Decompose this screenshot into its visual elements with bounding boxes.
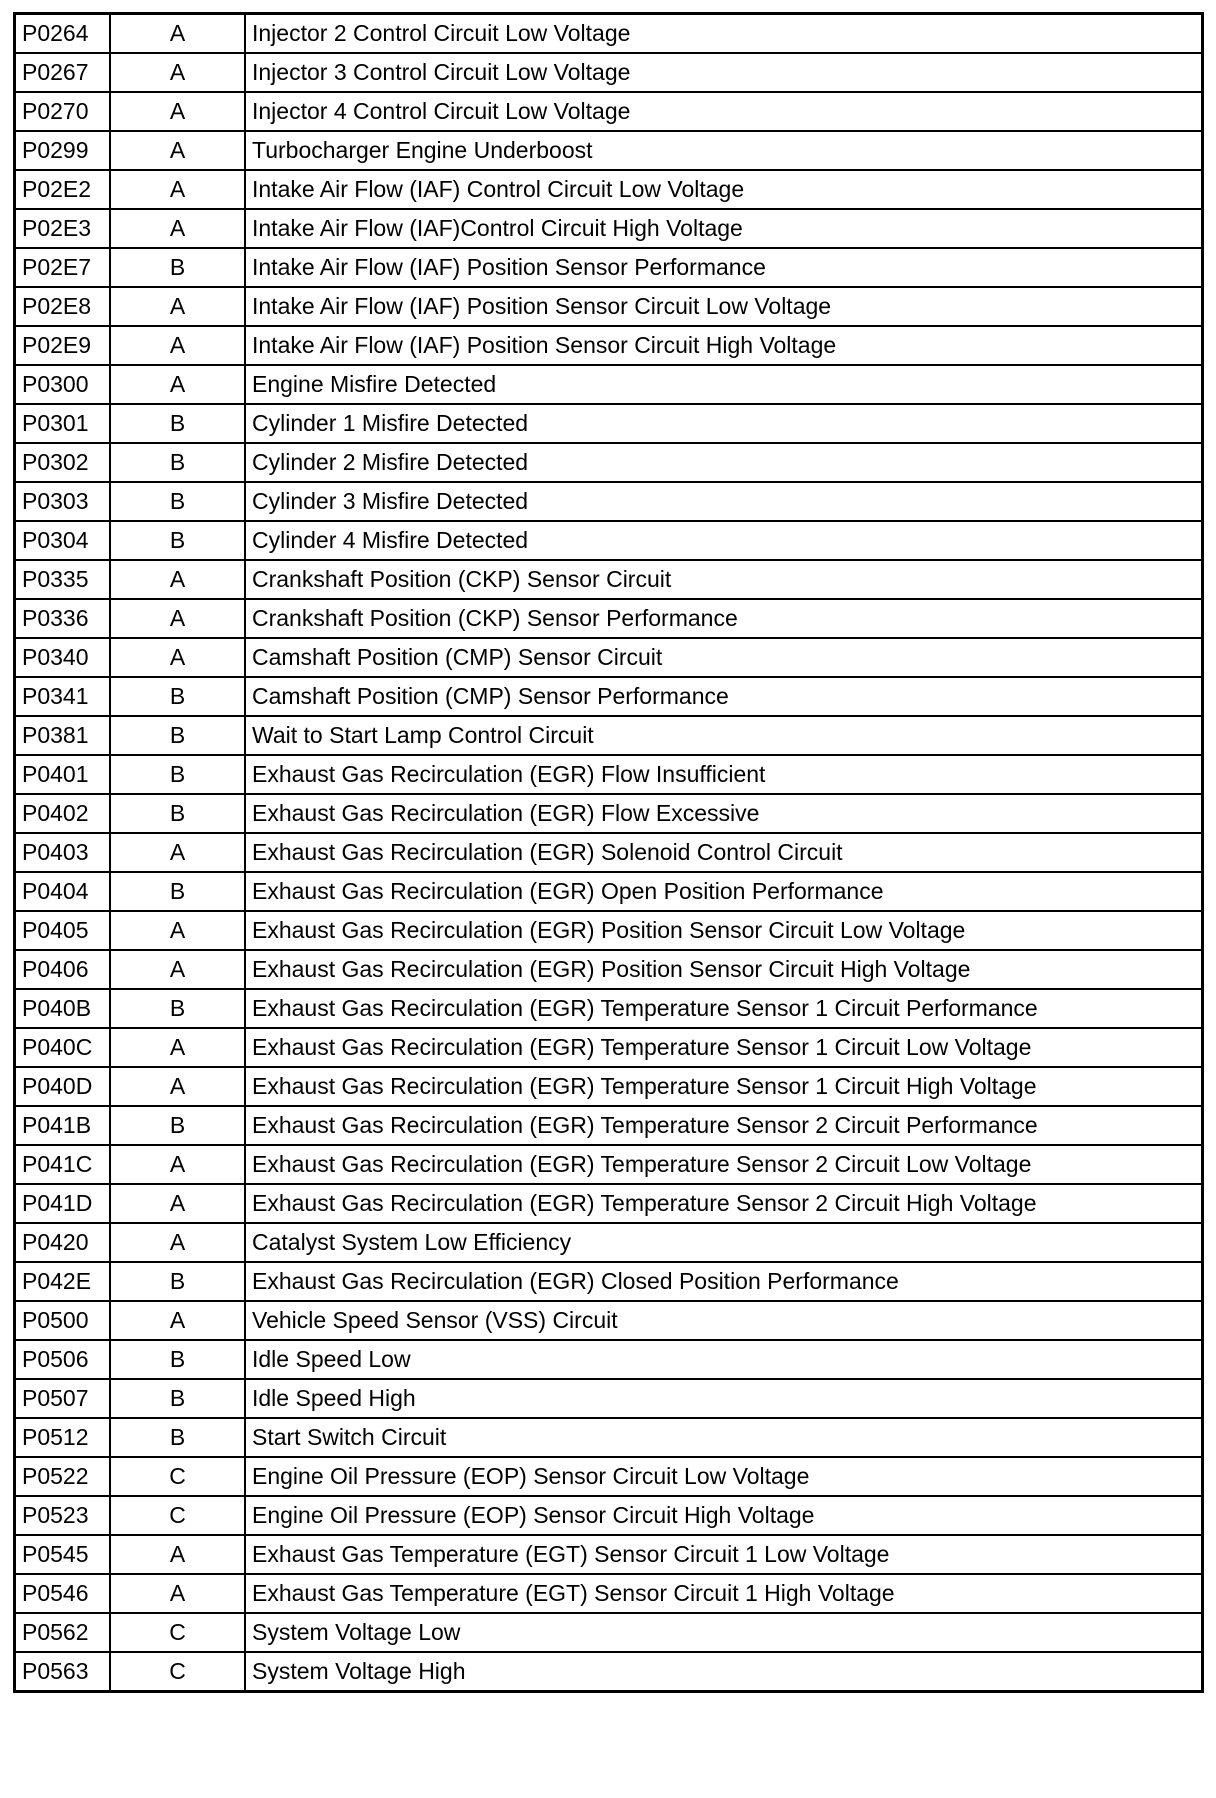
dtc-code-cell: P040D (15, 1067, 111, 1106)
table-row (15, 521, 1203, 560)
table-row (15, 1262, 1203, 1301)
dtc-code-cell: P0546 (15, 1574, 111, 1613)
dtc-description-cell: Exhaust Gas Temperature (EGT) Sensor Circuit 1 High Voltage (245, 1574, 1203, 1613)
table-row (15, 92, 1203, 131)
table-row (15, 677, 1203, 716)
dtc-description-cell: Intake Air Flow (IAF)Control Circuit High Voltage (245, 209, 1203, 248)
table-row (15, 170, 1203, 209)
dtc-code-cell: P02E2 (15, 170, 111, 209)
table-row (15, 833, 1203, 872)
dtc-description-cell: Camshaft Position (CMP) Sensor Circuit (245, 638, 1203, 677)
dtc-type-cell: A (110, 560, 245, 599)
dtc-type-cell: B (110, 872, 245, 911)
dtc-type-cell: A (110, 1574, 245, 1613)
dtc-type-cell: B (110, 1106, 245, 1145)
dtc-type-cell: A (110, 1184, 245, 1223)
dtc-description-cell: Wait to Start Lamp Control Circuit (245, 716, 1203, 755)
dtc-code-cell: P0562 (15, 1613, 111, 1652)
dtc-type-cell: A (110, 1067, 245, 1106)
dtc-code-cell: P0304 (15, 521, 111, 560)
dtc-description-cell: System Voltage Low (245, 1613, 1203, 1652)
dtc-code-cell: P02E8 (15, 287, 111, 326)
dtc-description-cell: Exhaust Gas Recirculation (EGR) Open Position Performance (245, 872, 1203, 911)
dtc-code-cell: P041D (15, 1184, 111, 1223)
dtc-description-cell: Exhaust Gas Temperature (EGT) Sensor Circuit 1 Low Voltage (245, 1535, 1203, 1574)
dtc-type-cell: B (110, 989, 245, 1028)
dtc-description-cell: Crankshaft Position (CKP) Sensor Circuit (245, 560, 1203, 599)
table-row (15, 1028, 1203, 1067)
dtc-description-cell: Injector 2 Control Circuit Low Voltage (245, 14, 1203, 54)
dtc-type-cell: A (110, 833, 245, 872)
dtc-description-cell: Camshaft Position (CMP) Sensor Performance (245, 677, 1203, 716)
table-row (15, 1535, 1203, 1574)
dtc-type-cell: A (110, 53, 245, 92)
dtc-description-cell: Crankshaft Position (CKP) Sensor Performance (245, 599, 1203, 638)
dtc-description-cell: Idle Speed Low (245, 1340, 1203, 1379)
dtc-code-cell: P0405 (15, 911, 111, 950)
dtc-code-cell: P0512 (15, 1418, 111, 1457)
dtc-code-cell: P0500 (15, 1301, 111, 1340)
dtc-description-cell: Turbocharger Engine Underboost (245, 131, 1203, 170)
dtc-description-cell: Exhaust Gas Recirculation (EGR) Flow Insufficient (245, 755, 1203, 794)
table-row (15, 209, 1203, 248)
dtc-description-cell: Injector 4 Control Circuit Low Voltage (245, 92, 1203, 131)
dtc-type-cell: C (110, 1457, 245, 1496)
dtc-code-cell: P0563 (15, 1652, 111, 1692)
table-row (15, 755, 1203, 794)
dtc-code-cell: P0403 (15, 833, 111, 872)
dtc-type-cell: A (110, 326, 245, 365)
table-row (15, 1145, 1203, 1184)
dtc-description-cell: Exhaust Gas Recirculation (EGR) Temperature Sensor 2 Circuit Low Voltage (245, 1145, 1203, 1184)
dtc-type-cell: C (110, 1496, 245, 1535)
table-row (15, 326, 1203, 365)
dtc-description-cell: Cylinder 2 Misfire Detected (245, 443, 1203, 482)
dtc-code-cell: P041C (15, 1145, 111, 1184)
dtc-type-cell: A (110, 1145, 245, 1184)
dtc-code-cell: P0545 (15, 1535, 111, 1574)
dtc-description-cell: Intake Air Flow (IAF) Position Sensor Circuit High Voltage (245, 326, 1203, 365)
dtc-type-cell: B (110, 1262, 245, 1301)
table-row (15, 287, 1203, 326)
dtc-code-cell: P02E9 (15, 326, 111, 365)
dtc-type-cell: B (110, 482, 245, 521)
dtc-description-cell: Engine Oil Pressure (EOP) Sensor Circuit Low Voltage (245, 1457, 1203, 1496)
dtc-code-cell: P0341 (15, 677, 111, 716)
dtc-code-cell: P0301 (15, 404, 111, 443)
dtc-type-cell: A (110, 92, 245, 131)
table-row (15, 248, 1203, 287)
table-row (15, 638, 1203, 677)
dtc-code-cell: P02E7 (15, 248, 111, 287)
table-row (15, 482, 1203, 521)
dtc-code-cell: P0264 (15, 14, 111, 54)
dtc-code-cell: P0406 (15, 950, 111, 989)
dtc-type-cell: B (110, 521, 245, 560)
dtc-code-cell: P0340 (15, 638, 111, 677)
dtc-description-cell: Injector 3 Control Circuit Low Voltage (245, 53, 1203, 92)
dtc-type-cell: B (110, 443, 245, 482)
dtc-description-cell: Engine Misfire Detected (245, 365, 1203, 404)
dtc-description-cell: Start Switch Circuit (245, 1418, 1203, 1457)
dtc-description-cell: Exhaust Gas Recirculation (EGR) Position Sensor Circuit Low Voltage (245, 911, 1203, 950)
table-row (15, 599, 1203, 638)
dtc-type-cell: A (110, 638, 245, 677)
table-row (15, 1613, 1203, 1652)
dtc-description-cell: Exhaust Gas Recirculation (EGR) Temperature Sensor 2 Circuit High Voltage (245, 1184, 1203, 1223)
dtc-code-cell: P042E (15, 1262, 111, 1301)
dtc-code-cell: P0303 (15, 482, 111, 521)
table-row (15, 950, 1203, 989)
dtc-code-cell: P0523 (15, 1496, 111, 1535)
table-row (15, 911, 1203, 950)
dtc-type-cell: B (110, 1379, 245, 1418)
dtc-description-cell: Exhaust Gas Recirculation (EGR) Solenoid Control Circuit (245, 833, 1203, 872)
dtc-code-cell: P0401 (15, 755, 111, 794)
dtc-type-cell: A (110, 14, 245, 54)
dtc-type-cell: C (110, 1613, 245, 1652)
table-row (15, 1496, 1203, 1535)
table-row (15, 404, 1203, 443)
dtc-code-cell: P0404 (15, 872, 111, 911)
dtc-code-cell: P0335 (15, 560, 111, 599)
table-row (15, 1106, 1203, 1145)
dtc-description-cell: Idle Speed High (245, 1379, 1203, 1418)
dtc-code-cell: P041B (15, 1106, 111, 1145)
dtc-code-cell: P0381 (15, 716, 111, 755)
dtc-type-cell: B (110, 248, 245, 287)
table-row (15, 1340, 1203, 1379)
dtc-code-cell: P0522 (15, 1457, 111, 1496)
dtc-type-cell: A (110, 170, 245, 209)
dtc-description-cell: Intake Air Flow (IAF) Position Sensor Circuit Low Voltage (245, 287, 1203, 326)
dtc-table-body (15, 14, 1203, 1692)
dtc-table (13, 12, 1204, 1693)
dtc-type-cell: A (110, 599, 245, 638)
dtc-description-cell: Exhaust Gas Recirculation (EGR) Temperature Sensor 1 Circuit Low Voltage (245, 1028, 1203, 1067)
dtc-type-cell: B (110, 404, 245, 443)
dtc-description-cell: Exhaust Gas Recirculation (EGR) Closed Position Performance (245, 1262, 1203, 1301)
table-row (15, 1184, 1203, 1223)
dtc-code-cell: P040B (15, 989, 111, 1028)
dtc-type-cell: A (110, 287, 245, 326)
dtc-description-cell: Exhaust Gas Recirculation (EGR) Temperature Sensor 1 Circuit Performance (245, 989, 1203, 1028)
dtc-type-cell: A (110, 911, 245, 950)
table-row (15, 53, 1203, 92)
table-row (15, 872, 1203, 911)
table-row (15, 365, 1203, 404)
table-row (15, 794, 1203, 833)
dtc-code-cell: P0506 (15, 1340, 111, 1379)
table-row (15, 989, 1203, 1028)
dtc-type-cell: A (110, 131, 245, 170)
dtc-code-cell: P0402 (15, 794, 111, 833)
dtc-code-cell: P02E3 (15, 209, 111, 248)
dtc-type-cell: B (110, 677, 245, 716)
table-row (15, 1418, 1203, 1457)
table-row (15, 443, 1203, 482)
dtc-description-cell: Catalyst System Low Efficiency (245, 1223, 1203, 1262)
dtc-description-cell: System Voltage High (245, 1652, 1203, 1692)
dtc-description-cell: Exhaust Gas Recirculation (EGR) Temperature Sensor 1 Circuit High Voltage (245, 1067, 1203, 1106)
table-row (15, 716, 1203, 755)
dtc-description-cell: Cylinder 4 Misfire Detected (245, 521, 1203, 560)
dtc-code-cell: P040C (15, 1028, 111, 1067)
dtc-type-cell: B (110, 1340, 245, 1379)
dtc-description-cell: Exhaust Gas Recirculation (EGR) Position Sensor Circuit High Voltage (245, 950, 1203, 989)
dtc-type-cell: A (110, 209, 245, 248)
dtc-description-cell: Cylinder 1 Misfire Detected (245, 404, 1203, 443)
dtc-code-cell: P0270 (15, 92, 111, 131)
dtc-code-cell: P0336 (15, 599, 111, 638)
table-row (15, 1223, 1203, 1262)
dtc-code-cell: P0507 (15, 1379, 111, 1418)
dtc-type-cell: B (110, 716, 245, 755)
table-row (15, 1457, 1203, 1496)
table-row (15, 560, 1203, 599)
dtc-code-cell: P0300 (15, 365, 111, 404)
table-row (15, 1067, 1203, 1106)
dtc-type-cell: A (110, 1301, 245, 1340)
dtc-type-cell: B (110, 1418, 245, 1457)
dtc-description-cell: Vehicle Speed Sensor (VSS) Circuit (245, 1301, 1203, 1340)
dtc-description-cell: Cylinder 3 Misfire Detected (245, 482, 1203, 521)
table-row (15, 14, 1203, 54)
dtc-description-cell: Intake Air Flow (IAF) Position Sensor Performance (245, 248, 1203, 287)
table-row (15, 1574, 1203, 1613)
dtc-type-cell: B (110, 794, 245, 833)
dtc-type-cell: A (110, 1223, 245, 1262)
dtc-code-cell: P0267 (15, 53, 111, 92)
dtc-type-cell: A (110, 950, 245, 989)
dtc-type-cell: A (110, 1535, 245, 1574)
dtc-code-cell: P0299 (15, 131, 111, 170)
dtc-type-cell: C (110, 1652, 245, 1692)
table-row (15, 1379, 1203, 1418)
table-row (15, 131, 1203, 170)
dtc-code-cell: P0302 (15, 443, 111, 482)
dtc-type-cell: B (110, 755, 245, 794)
dtc-description-cell: Engine Oil Pressure (EOP) Sensor Circuit High Voltage (245, 1496, 1203, 1535)
dtc-description-cell: Exhaust Gas Recirculation (EGR) Temperature Sensor 2 Circuit Performance (245, 1106, 1203, 1145)
table-row (15, 1652, 1203, 1692)
dtc-description-cell: Intake Air Flow (IAF) Control Circuit Low Voltage (245, 170, 1203, 209)
dtc-type-cell: A (110, 1028, 245, 1067)
dtc-type-cell: A (110, 365, 245, 404)
dtc-description-cell: Exhaust Gas Recirculation (EGR) Flow Excessive (245, 794, 1203, 833)
table-row (15, 1301, 1203, 1340)
dtc-code-cell: P0420 (15, 1223, 111, 1262)
